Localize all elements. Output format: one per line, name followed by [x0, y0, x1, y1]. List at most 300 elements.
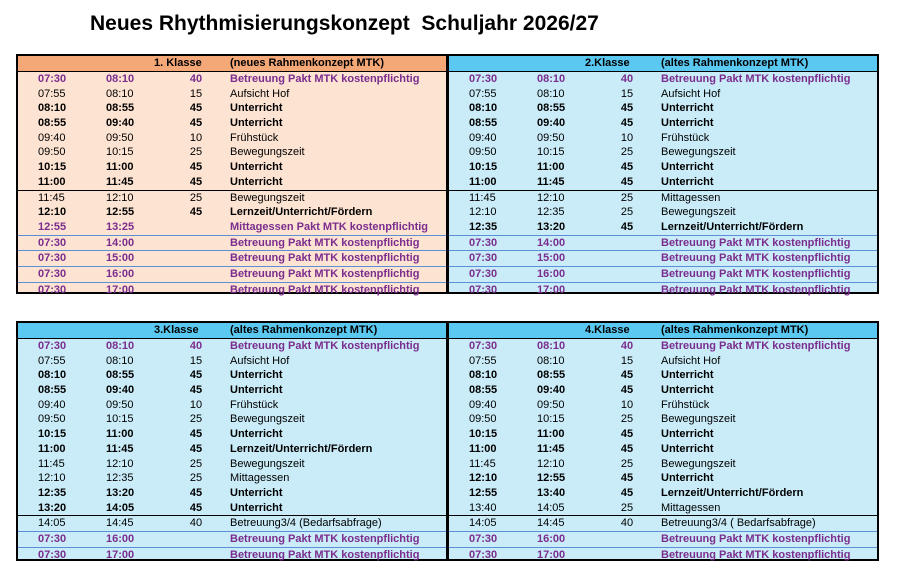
activity: Frühstück — [230, 131, 279, 144]
activity: Bewegungszeit — [661, 146, 736, 159]
duration: 45 — [620, 486, 634, 499]
duration: 10 — [189, 131, 203, 144]
activity: Unterricht — [230, 384, 283, 397]
schedule-row — [18, 131, 446, 146]
end-time: 09:50 — [537, 398, 565, 411]
klasse-label: 4.Klasse — [585, 324, 630, 336]
block-header — [449, 56, 877, 72]
activity: Bewegungszeit — [230, 457, 305, 470]
duration: 45 — [189, 428, 203, 441]
end-time: 10:15 — [106, 413, 134, 426]
duration: 45 — [189, 117, 203, 130]
end-time: 14:00 — [106, 236, 135, 249]
end-time: 16:00 — [537, 532, 566, 545]
schedule-row — [449, 250, 877, 266]
activity: Betreuung Pakt MTK kostenpflichtig — [661, 267, 851, 280]
duration: 45 — [620, 472, 634, 485]
start-time: 07:30 — [38, 340, 67, 352]
schedule-row — [18, 72, 446, 87]
konzept-note: (altes Rahmenkonzept MTK) — [661, 57, 809, 69]
block-header — [18, 56, 446, 72]
duration: 45 — [620, 384, 634, 397]
schedule-row — [18, 442, 446, 457]
activity: Betreuung Pakt MTK kostenpflichtig — [230, 548, 420, 561]
start-time: 07:30 — [38, 73, 67, 85]
start-time: 13:20 — [38, 501, 67, 514]
schedule-row — [449, 515, 877, 531]
duration: 40 — [620, 340, 634, 352]
end-time: 15:00 — [537, 252, 566, 265]
duration: 45 — [189, 501, 203, 514]
schedule-block-3 — [16, 321, 448, 561]
end-time: 08:10 — [537, 87, 565, 100]
activity: Betreuung Pakt MTK kostenpflichtig — [230, 340, 420, 352]
activity: Aufsicht Hof — [661, 354, 721, 367]
end-time: 16:00 — [106, 267, 135, 280]
schedule-block-4 — [447, 321, 879, 561]
end-time: 08:55 — [537, 102, 566, 115]
duration: 45 — [189, 486, 203, 499]
schedule-row — [18, 368, 446, 383]
activity: Betreuung3/4 (Bedarfsabfrage) — [230, 517, 382, 530]
schedule-row — [18, 457, 446, 472]
activity: Unterricht — [661, 175, 714, 188]
duration: 25 — [189, 457, 203, 470]
schedule-row — [18, 354, 446, 369]
end-time: 14:45 — [106, 517, 134, 530]
start-time: 14:05 — [469, 517, 497, 530]
schedule-rows — [18, 339, 446, 562]
duration: 25 — [620, 146, 634, 159]
schedule-row — [449, 339, 877, 354]
end-time: 11:45 — [106, 442, 134, 455]
start-time: 07:55 — [469, 354, 497, 367]
schedule-row — [449, 205, 877, 220]
duration: 45 — [189, 206, 203, 219]
activity: Unterricht — [230, 369, 283, 382]
start-time: 07:55 — [469, 87, 497, 100]
activity: Frühstück — [230, 398, 279, 411]
duration: 25 — [620, 413, 634, 426]
schedule-row — [449, 220, 877, 235]
end-time: 15:00 — [106, 252, 135, 265]
schedule-row — [449, 427, 877, 442]
schedule-row — [449, 547, 877, 563]
duration: 45 — [189, 442, 203, 455]
schedule-row — [449, 354, 877, 369]
activity: Unterricht — [661, 102, 714, 115]
end-time: 14:05 — [537, 501, 565, 514]
duration: 25 — [620, 501, 634, 514]
activity: Unterricht — [661, 442, 714, 455]
start-time: 11:45 — [38, 457, 65, 470]
end-time: 17:00 — [106, 548, 135, 561]
end-time: 14:05 — [106, 501, 135, 514]
activity: Betreuung Pakt MTK kostenpflichtig — [230, 283, 420, 296]
block-header — [18, 323, 446, 339]
start-time: 09:50 — [469, 146, 497, 159]
start-time: 07:30 — [469, 73, 498, 85]
duration: 45 — [620, 220, 634, 233]
end-time: 17:00 — [106, 283, 135, 296]
activity: Unterricht — [230, 486, 283, 499]
end-time: 11:00 — [537, 428, 565, 441]
start-time: 07:30 — [38, 283, 67, 296]
start-time: 07:30 — [469, 532, 498, 545]
duration: 40 — [620, 73, 634, 85]
start-time: 09:50 — [469, 413, 497, 426]
schedule-row — [18, 235, 446, 251]
schedule-row — [449, 116, 877, 131]
end-time: 08:55 — [106, 102, 135, 115]
end-time: 10:15 — [537, 146, 565, 159]
start-time: 09:40 — [469, 131, 497, 144]
activity: Betreuung Pakt MTK kostenpflichtig — [661, 340, 851, 352]
end-time: 16:00 — [537, 267, 566, 280]
schedule-row — [449, 175, 877, 190]
duration: 45 — [620, 175, 634, 188]
activity: Bewegungszeit — [661, 206, 736, 219]
start-time: 08:55 — [469, 384, 498, 397]
end-time: 11:45 — [106, 175, 134, 188]
start-time: 11:45 — [469, 191, 496, 204]
duration: 25 — [189, 146, 203, 159]
schedule-row — [18, 101, 446, 116]
start-time: 10:15 — [38, 161, 67, 174]
duration: 45 — [620, 102, 634, 115]
duration: 40 — [189, 340, 203, 352]
activity: Betreuung Pakt MTK kostenpflichtig — [230, 236, 420, 249]
start-time: 07:30 — [38, 267, 67, 280]
end-time: 13:20 — [106, 486, 135, 499]
start-time: 07:30 — [469, 548, 498, 561]
schedule-row — [449, 101, 877, 116]
start-time: 14:05 — [38, 517, 66, 530]
schedule-row — [449, 471, 877, 486]
schedule-row — [449, 282, 877, 298]
activity: Unterricht — [230, 175, 283, 188]
activity: Bewegungszeit — [661, 413, 736, 426]
end-time: 09:40 — [537, 384, 566, 397]
schedule-row — [18, 547, 446, 563]
start-time: 09:50 — [38, 146, 66, 159]
schedule-row — [18, 486, 446, 501]
activity: Unterricht — [661, 472, 714, 485]
duration: 45 — [189, 384, 203, 397]
end-time: 12:55 — [537, 472, 566, 485]
duration: 25 — [620, 191, 634, 204]
end-time: 09:40 — [106, 117, 135, 130]
schedule-row — [449, 72, 877, 87]
end-time: 09:40 — [537, 117, 566, 130]
end-time: 11:45 — [537, 175, 565, 188]
start-time: 09:40 — [38, 131, 66, 144]
end-time: 12:10 — [106, 191, 134, 204]
start-time: 11:00 — [469, 442, 497, 455]
schedule-row — [449, 501, 877, 516]
schedule-row — [449, 235, 877, 251]
activity: Mittagessen — [661, 191, 721, 204]
schedule-row — [449, 87, 877, 102]
duration: 25 — [620, 457, 634, 470]
activity: Betreuung3/4 ( Bedarfsabfrage) — [661, 517, 816, 530]
activity: Lernzeit/Unterricht/Fördern — [230, 442, 373, 455]
activity: Mittagessen — [230, 472, 290, 485]
schedule-row — [449, 442, 877, 457]
schedule-row — [18, 471, 446, 486]
schedule-row — [18, 145, 446, 160]
schedule-row — [449, 457, 877, 472]
schedule-row — [449, 190, 877, 206]
start-time: 07:55 — [38, 87, 66, 100]
start-time: 08:10 — [38, 369, 67, 382]
activity: Betreuung Pakt MTK kostenpflichtig — [230, 267, 420, 280]
activity: Frühstück — [661, 398, 710, 411]
duration: 10 — [189, 398, 203, 411]
start-time: 10:15 — [469, 161, 498, 174]
end-time: 11:00 — [537, 161, 565, 174]
schedule-row — [18, 398, 446, 413]
end-time: 08:10 — [537, 340, 566, 352]
duration: 25 — [620, 206, 634, 219]
schedule-row — [18, 175, 446, 190]
end-time: 12:35 — [537, 206, 565, 219]
activity: Unterricht — [230, 117, 283, 130]
end-time: 11:00 — [106, 428, 134, 441]
end-time: 08:10 — [106, 87, 134, 100]
schedule-row — [18, 515, 446, 531]
end-time: 08:55 — [106, 369, 135, 382]
activity: Mittagessen Pakt MTK kostenpflichtig — [230, 220, 429, 233]
schedule-block-1 — [16, 54, 448, 294]
start-time: 09:50 — [38, 413, 66, 426]
schedule-rows — [449, 339, 877, 562]
activity: Frühstück — [661, 131, 710, 144]
schedule-row — [449, 412, 877, 427]
start-time: 11:00 — [469, 175, 497, 188]
schedule-row — [18, 501, 446, 516]
end-time: 17:00 — [537, 548, 566, 561]
start-time: 11:00 — [38, 442, 66, 455]
schedule-row — [449, 398, 877, 413]
start-time: 09:40 — [38, 398, 66, 411]
activity: Betreuung Pakt MTK kostenpflichtig — [661, 252, 851, 265]
activity: Lernzeit/Unterricht/Fördern — [661, 220, 804, 233]
activity: Unterricht — [661, 384, 714, 397]
duration: 25 — [189, 191, 203, 204]
duration: 45 — [620, 442, 634, 455]
schedule-row — [449, 145, 877, 160]
start-time: 07:30 — [469, 340, 498, 352]
duration: 15 — [620, 354, 634, 367]
end-time: 12:10 — [537, 191, 565, 204]
end-time: 09:40 — [106, 384, 135, 397]
schedule-row — [18, 87, 446, 102]
schedule-row — [18, 160, 446, 175]
start-time: 07:30 — [38, 548, 67, 561]
start-time: 12:55 — [38, 220, 67, 233]
end-time: 13:40 — [537, 486, 566, 499]
schedule-row — [449, 131, 877, 146]
schedule-row — [449, 266, 877, 282]
schedule-row — [18, 282, 446, 298]
start-time: 08:10 — [469, 102, 498, 115]
schedule-row — [18, 220, 446, 235]
activity: Unterricht — [661, 369, 714, 382]
start-time: 07:30 — [38, 236, 67, 249]
activity: Betreuung Pakt MTK kostenpflichtig — [661, 548, 851, 561]
activity: Lernzeit/Unterricht/Fördern — [230, 206, 373, 219]
schedule-row — [18, 531, 446, 547]
schedule-block-2 — [447, 54, 879, 294]
schedule-rows — [449, 72, 877, 297]
page-title: Neues Rhythmisierungskonzept Schuljahr 2026/27 — [90, 12, 599, 35]
start-time: 12:10 — [469, 472, 498, 485]
end-time: 08:10 — [537, 354, 565, 367]
activity: Lernzeit/Unterricht/Fördern — [661, 486, 804, 499]
end-time: 12:35 — [106, 472, 134, 485]
start-time: 08:55 — [38, 117, 67, 130]
activity: Aufsicht Hof — [230, 354, 290, 367]
start-time: 07:55 — [38, 354, 66, 367]
start-time: 09:40 — [469, 398, 497, 411]
duration: 10 — [620, 131, 634, 144]
start-time: 07:30 — [469, 252, 498, 265]
konzept-note: (altes Rahmenkonzept MTK) — [230, 324, 378, 336]
end-time: 11:00 — [106, 161, 134, 174]
duration: 45 — [189, 175, 203, 188]
start-time: 08:10 — [38, 102, 67, 115]
end-time: 12:55 — [106, 206, 135, 219]
start-time: 11:45 — [469, 457, 496, 470]
konzept-note: (altes Rahmenkonzept MTK) — [661, 324, 809, 336]
end-time: 08:10 — [106, 73, 135, 85]
end-time: 10:15 — [537, 413, 565, 426]
activity: Aufsicht Hof — [230, 87, 290, 100]
end-time: 10:15 — [106, 146, 134, 159]
schedule-row — [18, 205, 446, 220]
start-time: 08:55 — [38, 384, 67, 397]
activity: Unterricht — [230, 102, 283, 115]
start-time: 12:35 — [469, 220, 498, 233]
schedule-row — [449, 160, 877, 175]
end-time: 16:00 — [106, 532, 135, 545]
schedule-row — [449, 383, 877, 398]
start-time: 08:55 — [469, 117, 498, 130]
start-time: 10:15 — [469, 428, 498, 441]
activity: Bewegungszeit — [661, 457, 736, 470]
end-time: 14:00 — [537, 236, 566, 249]
duration: 45 — [620, 428, 634, 441]
duration: 45 — [189, 102, 203, 115]
activity: Bewegungszeit — [230, 146, 305, 159]
end-time: 12:10 — [537, 457, 565, 470]
schedule-row — [18, 383, 446, 398]
start-time: 07:30 — [469, 283, 498, 296]
activity: Unterricht — [230, 161, 283, 174]
schedule-row — [18, 266, 446, 282]
duration: 15 — [189, 87, 203, 100]
klasse-label: 3.Klasse — [154, 324, 199, 336]
duration: 45 — [620, 117, 634, 130]
end-time: 13:25 — [106, 220, 135, 233]
end-time: 09:50 — [537, 131, 565, 144]
duration: 45 — [620, 369, 634, 382]
activity: Betreuung Pakt MTK kostenpflichtig — [661, 532, 851, 545]
end-time: 13:20 — [537, 220, 566, 233]
activity: Unterricht — [661, 428, 714, 441]
duration: 40 — [189, 73, 203, 85]
activity: Unterricht — [230, 501, 283, 514]
schedule-row — [449, 531, 877, 547]
start-time: 12:10 — [469, 206, 497, 219]
activity: Mittagessen — [661, 501, 721, 514]
activity: Unterricht — [230, 428, 283, 441]
start-time: 12:10 — [38, 472, 66, 485]
end-time: 14:45 — [537, 517, 565, 530]
duration: 25 — [189, 472, 203, 485]
end-time: 08:10 — [106, 354, 134, 367]
activity: Aufsicht Hof — [661, 87, 721, 100]
start-time: 12:10 — [38, 206, 67, 219]
start-time: 13:40 — [469, 501, 497, 514]
duration: 45 — [189, 369, 203, 382]
schedule-row — [449, 368, 877, 383]
schedule-row — [18, 339, 446, 354]
schedule-row — [449, 486, 877, 501]
end-time: 08:55 — [537, 369, 566, 382]
end-time: 09:50 — [106, 131, 134, 144]
duration: 45 — [189, 161, 203, 174]
start-time: 07:30 — [38, 532, 67, 545]
duration: 15 — [189, 354, 203, 367]
activity: Betreuung Pakt MTK kostenpflichtig — [661, 73, 851, 85]
activity: Betreuung Pakt MTK kostenpflichtig — [230, 532, 420, 545]
block-header — [449, 323, 877, 339]
duration: 15 — [620, 87, 634, 100]
start-time: 11:45 — [38, 191, 65, 204]
start-time: 08:10 — [469, 369, 498, 382]
schedule-row — [18, 412, 446, 427]
start-time: 12:35 — [38, 486, 67, 499]
start-time: 11:00 — [38, 175, 66, 188]
start-time: 07:30 — [469, 267, 498, 280]
klasse-label: 1. Klasse — [154, 57, 202, 69]
activity: Bewegungszeit — [230, 413, 305, 426]
activity: Betreuung Pakt MTK kostenpflichtig — [230, 252, 420, 265]
duration: 25 — [189, 413, 203, 426]
klasse-label: 2.Klasse — [585, 57, 630, 69]
activity: Bewegungszeit — [230, 191, 305, 204]
start-time: 12:55 — [469, 486, 498, 499]
schedule-row — [18, 190, 446, 206]
end-time: 11:45 — [537, 442, 565, 455]
activity: Unterricht — [661, 117, 714, 130]
konzept-note: (neues Rahmenkonzept MTK) — [230, 57, 385, 69]
duration: 40 — [620, 517, 634, 530]
end-time: 08:10 — [106, 340, 135, 352]
schedule-rows — [18, 72, 446, 297]
end-time: 08:10 — [537, 73, 566, 85]
start-time: 07:30 — [38, 252, 67, 265]
end-time: 12:10 — [106, 457, 134, 470]
schedule-row — [18, 427, 446, 442]
duration: 40 — [189, 517, 203, 530]
end-time: 17:00 — [537, 283, 566, 296]
start-time: 10:15 — [38, 428, 67, 441]
duration: 10 — [620, 398, 634, 411]
activity: Unterricht — [661, 161, 714, 174]
